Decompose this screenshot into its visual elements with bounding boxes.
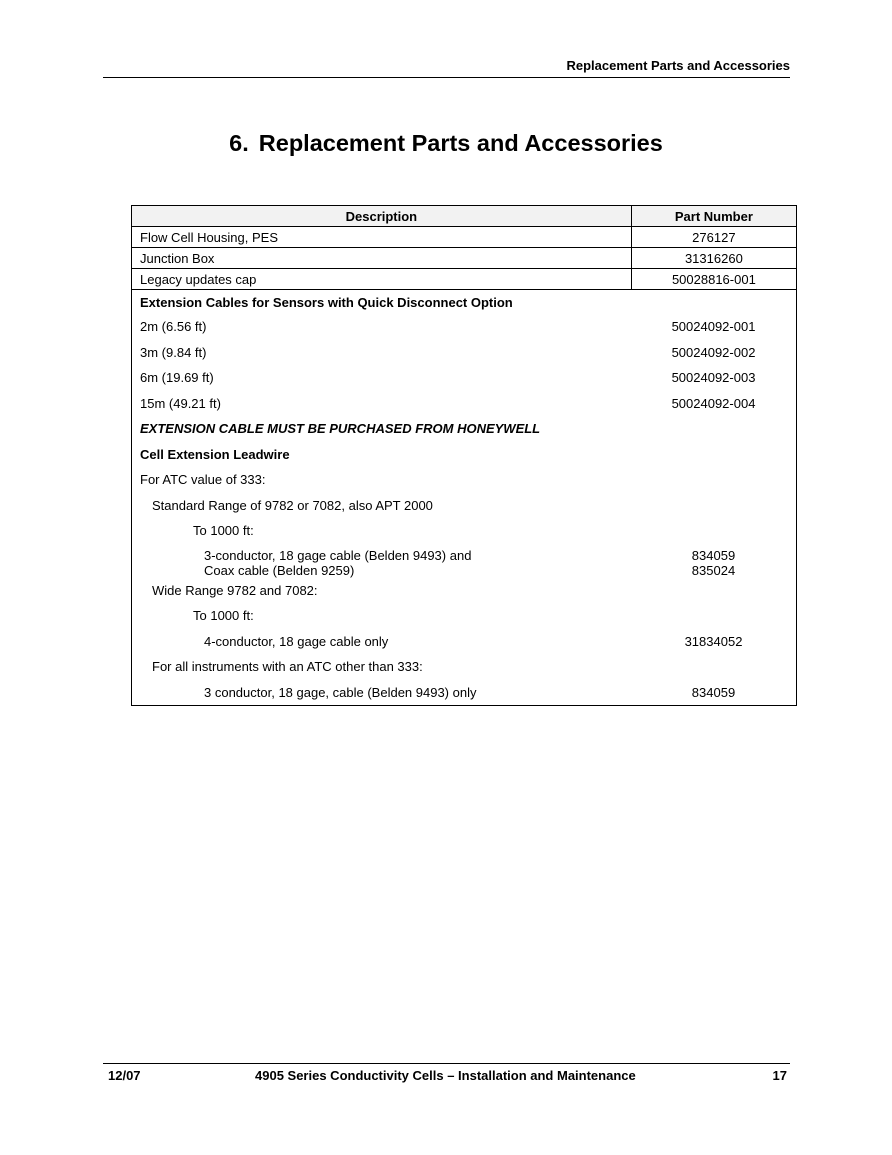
list-item — [132, 365, 796, 391]
row-description: For ATC value of 333: — [140, 472, 266, 488]
footer-date: 12/07 — [108, 1068, 141, 1083]
row-part-number: 31316260 — [631, 248, 796, 269]
row-description: 2m (6.56 ft) — [140, 319, 207, 335]
row-description: 6m (19.69 ft) — [140, 370, 214, 386]
row-description: For all instruments with an ATC other than 333: — [152, 659, 423, 675]
column-header-description: Description — [132, 206, 632, 227]
running-header: Replacement Parts and Accessories — [566, 58, 790, 73]
warning-row — [132, 416, 796, 442]
list-item — [132, 518, 796, 544]
row-description: To 1000 ft: — [193, 608, 254, 624]
list-item — [132, 578, 796, 604]
list-item — [132, 629, 796, 655]
row-part-number: 50024092-002 — [671, 344, 756, 360]
list-item — [132, 493, 796, 519]
row-description: Wide Range 9782 and 7082: — [152, 582, 318, 598]
table-header-row — [132, 206, 797, 227]
column-header-part-number: Part Number — [631, 206, 796, 227]
row-description: Standard Range of 9782 or 7082, also APT 2000 — [152, 497, 433, 513]
header-rule — [103, 77, 790, 78]
section-number: 6. — [229, 130, 249, 156]
footer-document-title: 4905 Series Conductivity Cells – Installation and Maintenance — [255, 1068, 636, 1083]
row-description: Cell Extension Leadwire — [140, 446, 290, 462]
table-row — [132, 248, 797, 269]
parts-table — [131, 205, 797, 706]
row-part-number: 50024092-001 — [671, 319, 756, 335]
row-part-number: 50024092-003 — [671, 370, 756, 386]
list-item — [132, 680, 796, 706]
list-item — [132, 391, 796, 417]
row-description: Extension Cables for Sensors with Quick Disconnect Option — [140, 294, 513, 310]
page-number: 17 — [772, 1068, 787, 1083]
row-part-number: 31834052 — [684, 633, 743, 649]
row-part-number: 276127 — [631, 227, 796, 248]
footer-rule — [103, 1063, 790, 1064]
row-description: 3 conductor, 18 gage, cable (Belden 9493) only — [204, 684, 477, 700]
row-description — [132, 548, 631, 578]
part-number-line: 834059 — [691, 547, 736, 563]
row-part-number: 50028816-001 — [631, 269, 796, 290]
extension-cables-group — [132, 290, 797, 706]
row-description: Flow Cell Housing, PES — [132, 227, 632, 248]
row-description: 3m (9.84 ft) — [140, 344, 207, 360]
list-item — [132, 340, 796, 366]
table-row — [132, 227, 797, 248]
row-description: EXTENSION CABLE MUST BE PURCHASED FROM HONEYWELL — [140, 421, 541, 437]
row-description: 4-conductor, 18 gage cable only — [204, 633, 389, 649]
description-line: Coax cable (Belden 9259) — [204, 562, 355, 578]
list-item — [132, 544, 796, 578]
group-heading-row — [132, 442, 796, 468]
list-item — [132, 467, 796, 493]
row-description: Legacy updates cap — [132, 269, 632, 290]
description-line: 3-conductor, 18 gage cable (Belden 9493) and — [204, 547, 472, 563]
row-description: Junction Box — [132, 248, 632, 269]
group-heading-row — [132, 290, 796, 314]
row-description: To 1000 ft: — [193, 523, 254, 539]
list-item — [132, 654, 796, 680]
page-title — [0, 130, 892, 157]
table-row — [132, 269, 797, 290]
part-number-line: 835024 — [691, 562, 736, 578]
row-description: 15m (49.21 ft) — [140, 395, 221, 411]
section-title: Replacement Parts and Accessories — [258, 130, 663, 156]
row-part-number — [631, 548, 796, 578]
row-part-number: 50024092-004 — [671, 395, 756, 411]
row-part-number: 834059 — [691, 684, 736, 700]
list-item — [132, 603, 796, 629]
list-item — [132, 314, 796, 340]
